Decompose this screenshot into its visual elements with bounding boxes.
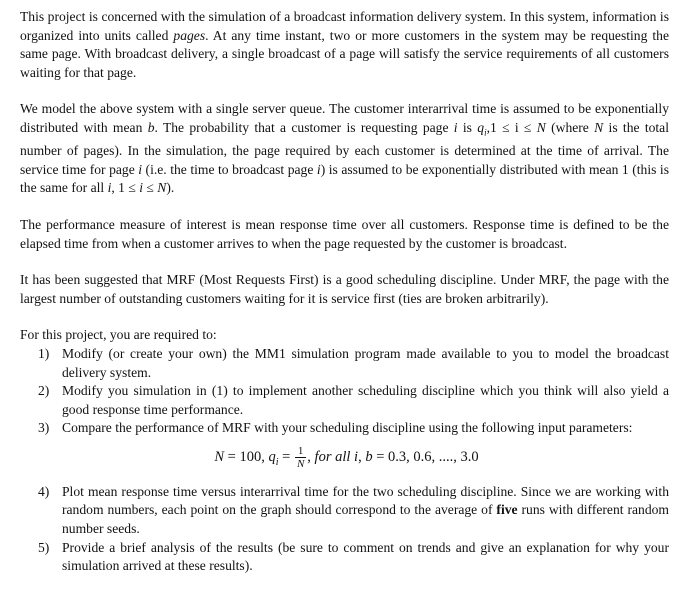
model-paragraph: We model the above system with a single server queue. The customer interarrival time is assumed to be exponentially distributed with mean b. The probability that a customer is requesting page i is $q_i,1 \le i \le N$ (where N is the total number of pages). In the simulation, the page required by each customer is determined at the time of arrival. The service time for page i (i.e. the time to broadcast page i) is assumed to be exponentially distributed with mean 1 (this is the same for all i, 1 ≤ i ≤ N). [20, 101, 669, 196]
mrf-paragraph: It has been suggested that MRF (Most Requests First) is a good scheduling discipline. Under MRF, the page with the largest number of outstanding customers waiting for it is service first (ties are broken arbitrarily). [20, 272, 669, 306]
list-item: 2) Modify you simulation in (1) to implement another scheduling discipline which you think will also yield a good response time performance. [38, 383, 669, 417]
intro-paragraph: This project is concerned with the simulation of a broadcast information delivery system. In this system, information is organized into units called pages. At any time instant, two or more customers in the system may be requesting the same page. With broadcast delivery, a single broadcast of a page will satisfy the service requirements of all customers waiting for that page. [20, 9, 669, 80]
list-item: 5) Provide a brief analysis of the results (be sure to comment on trends and give an explanation for why your simulation arrived at these results). [38, 539, 669, 574]
list-item: 4) Plot mean response time versus interarrival time for the two scheduling discipline. Since we are working with random numbers, each point on the graph should correspond to the average of five runs with different random number seeds. [38, 483, 669, 537]
list-item: 3) Compare the performance of MRF with your scheduling discipline using the following input parameters: [38, 420, 633, 436]
requirements-list-continued [20, 483, 669, 576]
parameter-formula: N = 100, $q_i$ = $\frac{1}{N}$ , for all i, b = 0.3, 0.6, ...., 3.0 [214, 445, 479, 471]
requirements-list [20, 345, 669, 438]
pages-term: pages [173, 27, 206, 43]
five-emphasis: five [496, 502, 518, 518]
requirements-intro: For this project, you are required to: [20, 327, 217, 343]
list-item: 1) Modify (or create your own) the MM1 simulation program made available to you to model the broadcast delivery system. [38, 346, 669, 380]
fraction: $\frac{1}{N}$ [296, 445, 305, 471]
performance-paragraph: The performance measure of interest is mean response time over all customers. Response time is defined to be the elapsed time from when a customer arrives to when the page requested by the customer is broadcast. [20, 217, 669, 251]
